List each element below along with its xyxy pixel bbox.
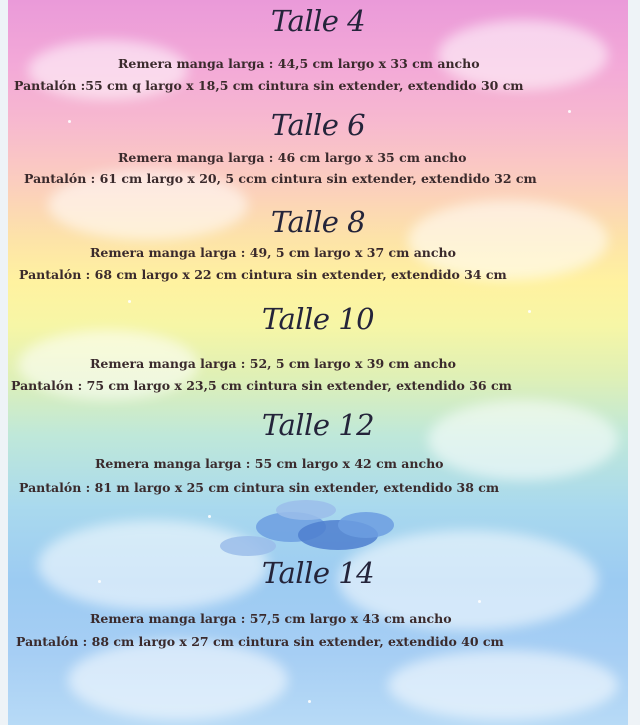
remera-measurement: Remera manga larga : 52, 5 cm largo x 39 cm ancho	[90, 356, 456, 371]
pantalon-measurement: Pantalón : 68 cm largo x 22 cm cintura sin extender, extendido 34 cm	[19, 267, 507, 282]
sparkle	[308, 700, 311, 703]
remera-measurement: Remera manga larga : 57,5 cm largo x 43 cm ancho	[90, 611, 452, 626]
remera-measurement: Remera manga larga : 46 cm largo x 35 cm ancho	[118, 150, 467, 165]
background-cloud	[68, 640, 288, 720]
size-title: Talle 8	[270, 205, 366, 239]
sparkle	[208, 515, 211, 518]
size-title: Talle 4	[270, 4, 366, 38]
remera-measurement: Remera manga larga : 55 cm largo x 42 cm ancho	[95, 456, 444, 471]
remera-measurement: Remera manga larga : 49, 5 cm largo x 37 cm ancho	[90, 245, 456, 260]
remera-measurement: Remera manga larga : 44,5 cm largo x 33 cm ancho	[118, 56, 480, 71]
size-title: Talle 14	[261, 556, 375, 590]
background-cloud	[388, 650, 618, 720]
sparkle	[478, 600, 481, 603]
pantalon-measurement: Pantalón : 75 cm largo x 23,5 cm cintura sin extender, extendido 36 cm	[11, 378, 512, 393]
size-title: Talle 6	[270, 108, 366, 142]
blue-cloud-puff	[338, 512, 394, 538]
blue-cloud-puff	[220, 536, 276, 556]
blue-cloud-puff	[276, 500, 336, 520]
pantalon-measurement: Pantalón : 61 cm largo x 20, 5 ccm cintura sin extender, extendido 32 cm	[24, 171, 537, 186]
pantalon-measurement: Pantalón :55 cm q largo x 18,5 cm cintura sin extender, extendido 30 cm	[14, 78, 524, 93]
size-chart-card	[8, 0, 628, 725]
pantalon-measurement: Pantalón : 81 m largo x 25 cm cintura sin extender, extendido 38 cm	[19, 480, 500, 495]
pantalon-measurement: Pantalón : 88 cm largo x 27 cm cintura sin extender, extendido 40 cm	[16, 634, 504, 649]
size-title: Talle 12	[261, 408, 375, 442]
size-title: Talle 10	[261, 302, 375, 336]
